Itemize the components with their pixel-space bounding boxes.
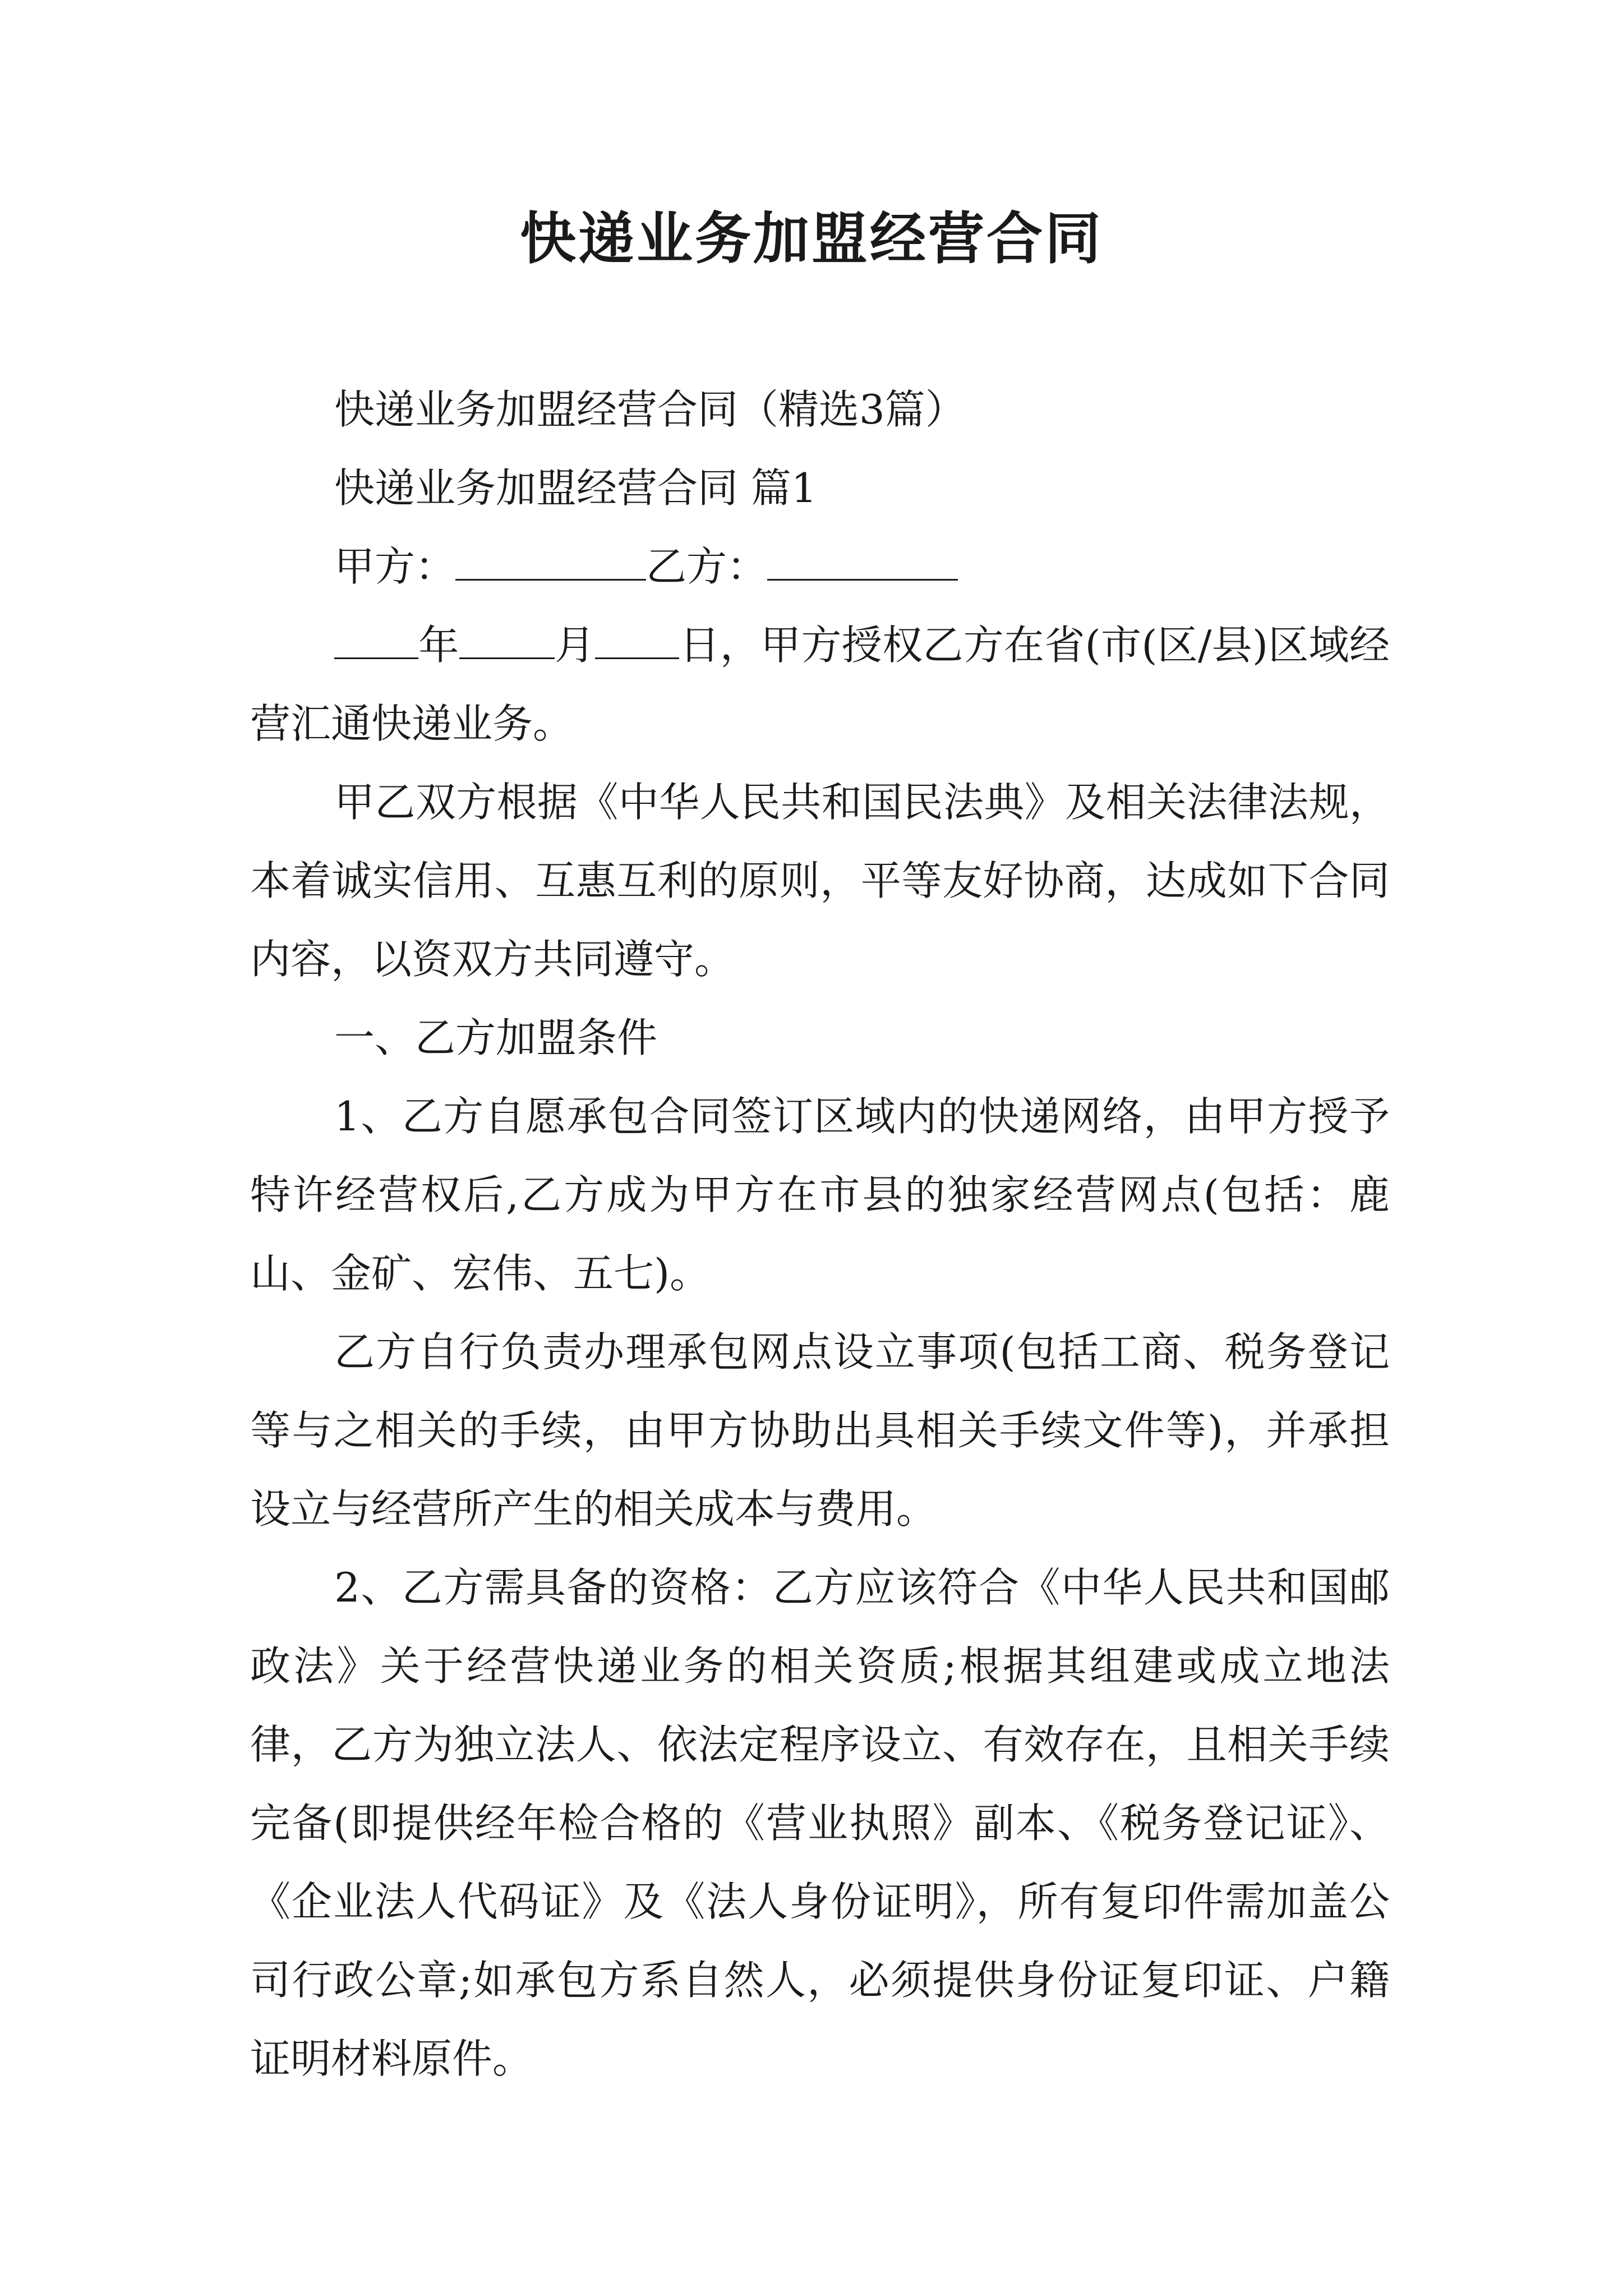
document-body xyxy=(250,370,1390,2098)
clause-2-paragraph: 2、乙方需具备的资格：乙方应该符合《中华人民共和国邮政法》关于经营快递业务的相关资质;根据其组建或成立地法律，乙方为独立法人、依法定程序设立、有效存在，且相关手续完备(即提供经年检合格的《营业执照》副本、《税务登记证》、《企业法人代码证》及《法人身份证明》，所有复印件需加盖公司行政公章;如承包方系自然人，必须提供身份证复印证、户籍证明材料原件。 xyxy=(250,1564,1390,2082)
month-label: 月 xyxy=(554,622,596,669)
year-blank xyxy=(334,624,418,659)
section-heading: 快递业务加盟经营合同 篇1 xyxy=(334,464,817,512)
clause-1-paragraph: 1、乙方自愿承包合同签订区域内的快递网络，由甲方授予特许经营权后,乙方成为甲方在市县的独家经营网点(包括：鹿山、金矿、宏伟、五七)。 xyxy=(250,1093,1390,1297)
party-b-label: 乙方： xyxy=(646,543,768,590)
party-b-blank xyxy=(767,545,958,581)
preamble-paragraph: 甲乙双方根据《中华人民共和国民法典》及相关法律法规，本着诚实信用、互惠互利的原则，平等友好协商，达成如下合同内容，以资双方共同遵守。 xyxy=(250,779,1390,983)
clause-1-detail-paragraph: 乙方自行负责办理承包网点设立事项(包括工商、税务登记等与之相关的手续，由甲方协助出具相关手续文件等)，并承担设立与经营所产生的相关成本与费用。 xyxy=(250,1328,1390,1533)
parties-line xyxy=(250,527,1390,606)
day-blank xyxy=(595,624,679,659)
party-a-blank xyxy=(455,545,646,581)
document-title: 快递业务加盟经营合同 xyxy=(520,205,1103,272)
authorization-text: 日，甲方授权乙方在省(市(区/县)区域经营汇通快递业务。 xyxy=(250,622,1390,747)
document-subtitle: 快递业务加盟经营合同（精选3篇） xyxy=(334,386,966,433)
clause-heading: 一、乙方加盟条件 xyxy=(334,1014,658,1061)
party-a-label: 甲方： xyxy=(334,543,456,590)
month-blank xyxy=(459,624,555,659)
year-label: 年 xyxy=(418,622,459,669)
date-authorization-paragraph xyxy=(250,606,1390,763)
